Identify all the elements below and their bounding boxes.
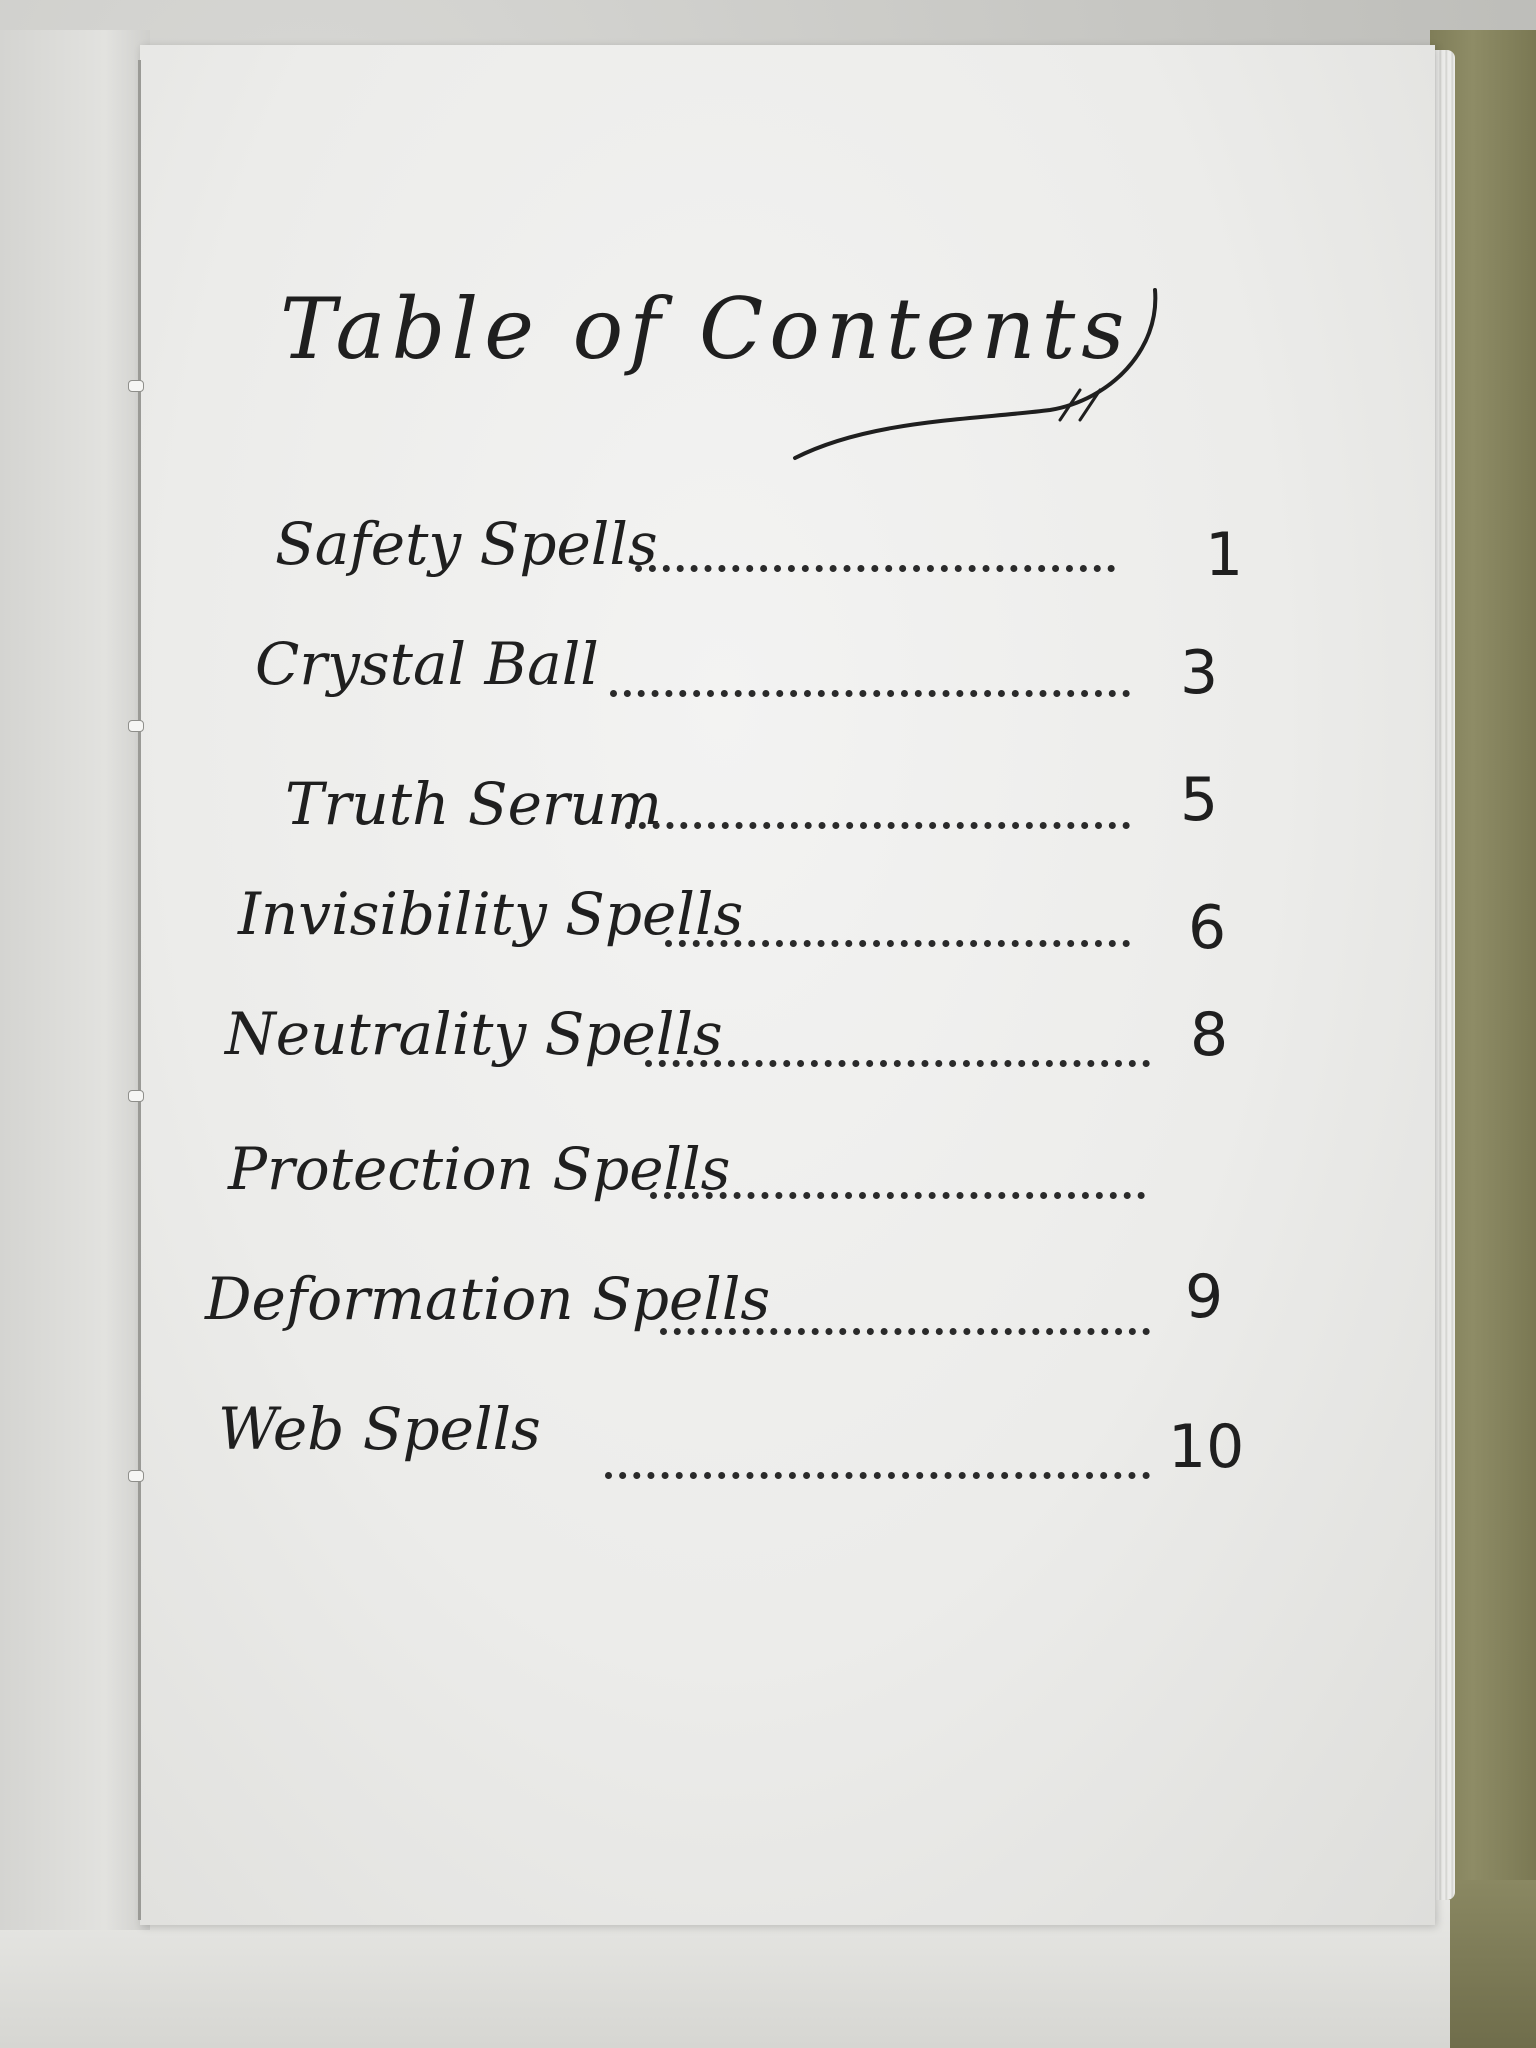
toc-entry-page: 3: [1180, 638, 1219, 708]
toc-entry-label: Protection Spells: [228, 1135, 731, 1203]
toc-entry-label: Web Spells: [218, 1395, 541, 1463]
toc-leader-dots: [605, 1472, 1150, 1479]
toc-entry-label: Crystal Ball: [255, 630, 599, 698]
left-page-edge: [0, 30, 150, 1930]
binding-spine: [138, 60, 141, 1920]
binding-stitch: [128, 1090, 144, 1102]
toc-leader-dots: [660, 1328, 1150, 1335]
toc-entry-page: 8: [1190, 1000, 1229, 1070]
toc-leader-dots: [645, 1060, 1150, 1067]
toc-entry-label: Safety Spells: [275, 510, 658, 578]
toc-entry-label: Truth Serum: [285, 770, 662, 838]
binding-stitch: [128, 720, 144, 732]
toc-entry-label: Deformation Spells: [205, 1265, 771, 1333]
page-title: Table of Contents: [280, 280, 1131, 378]
toc-entry-page: 5: [1180, 765, 1219, 835]
toc-entry-page: 9: [1185, 1262, 1224, 1332]
toc-entry-page: 10: [1168, 1412, 1245, 1482]
toc-leader-dots: [650, 1192, 1145, 1199]
binding-stitch: [128, 1470, 144, 1482]
toc-entry-label: Neutrality Spells: [225, 1000, 723, 1068]
toc-leader-dots: [610, 690, 1130, 697]
title-flourish: [780, 270, 1180, 470]
toc-leader-dots: [635, 565, 1115, 572]
toc-leader-dots: [665, 940, 1130, 947]
toc-entry-page: 6: [1188, 893, 1227, 963]
toc-entry-label: Invisibility Spells: [238, 880, 744, 948]
binding-stitch: [128, 380, 144, 392]
toc-leader-dots: [625, 822, 1130, 829]
toc-entry-page: 1: [1205, 520, 1244, 590]
